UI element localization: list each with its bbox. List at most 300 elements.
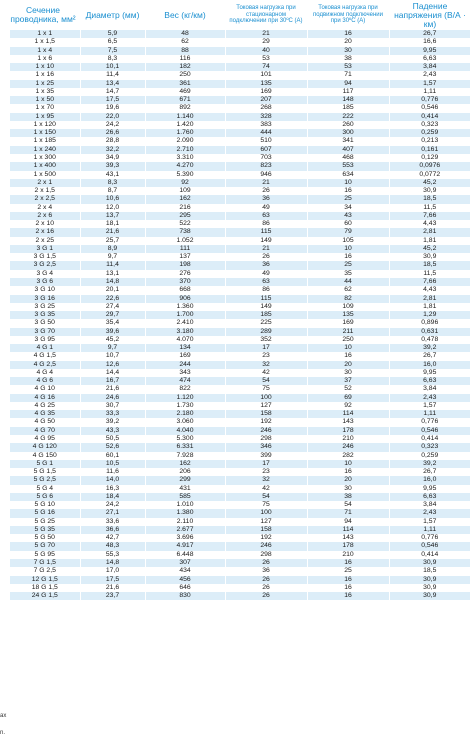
cell-weight: 182	[145, 63, 225, 71]
cell-voltage-drop: 2,81	[389, 228, 470, 236]
cell-voltage-drop: 0,213	[389, 137, 470, 145]
cell-cross-section: 1 x 500	[10, 171, 80, 179]
table-row	[10, 237, 470, 245]
cell-diameter: 13,1	[80, 270, 145, 278]
cell-voltage-drop: 1,81	[389, 303, 470, 311]
cell-mobile-current: 52	[307, 385, 389, 393]
cell-voltage-drop: 16,0	[389, 476, 470, 484]
cell-weight: 250	[145, 71, 225, 79]
cell-weight: 361	[145, 80, 225, 88]
cell-voltage-drop: 0,776	[389, 418, 470, 426]
cell-voltage-drop: 9,95	[389, 47, 470, 55]
cell-diameter: 55,3	[80, 551, 145, 559]
cell-cross-section: 4 G 70	[10, 427, 80, 435]
cell-voltage-drop: 1,11	[389, 410, 470, 418]
cell-mobile-current: 94	[307, 518, 389, 526]
cell-cross-section: 3 G 4	[10, 270, 80, 278]
cell-diameter: 43,3	[80, 427, 145, 435]
cell-diameter: 10,6	[80, 195, 145, 203]
cell-voltage-drop: 0,896	[389, 319, 470, 327]
cell-diameter: 27,4	[80, 303, 145, 311]
cell-stationary-current: 703	[225, 154, 307, 162]
cell-diameter: 9,7	[80, 344, 145, 352]
table-row	[10, 369, 470, 377]
cell-weight: 3.310	[145, 154, 225, 162]
table-row	[10, 96, 470, 104]
table-row	[10, 121, 470, 129]
table-row	[10, 154, 470, 162]
cell-mobile-current: 282	[307, 452, 389, 460]
cell-voltage-drop: 0,129	[389, 154, 470, 162]
cell-weight: 4.040	[145, 427, 225, 435]
cell-stationary-current: 328	[225, 113, 307, 121]
cell-stationary-current: 29	[225, 38, 307, 46]
cell-cross-section: 4 G 16	[10, 394, 80, 402]
cell-cross-section: 7 G 2,5	[10, 567, 80, 575]
table-row	[10, 344, 470, 352]
cell-voltage-drop: 26,7	[389, 30, 470, 38]
table-row	[10, 410, 470, 418]
table-row	[10, 179, 470, 187]
table-row	[10, 394, 470, 402]
cell-stationary-current: 346	[225, 443, 307, 451]
cell-cross-section: 4 G 95	[10, 435, 80, 443]
header-cross-section: Сечение проводника, мм²	[10, 5, 76, 24]
cell-stationary-current: 86	[225, 286, 307, 294]
cell-cross-section: 2 x 2,5	[10, 195, 80, 203]
cell-weight: 2.090	[145, 137, 225, 145]
table-row	[10, 377, 470, 385]
cell-cross-section: 1 x 10	[10, 63, 80, 71]
cell-diameter: 8,3	[80, 179, 145, 187]
cell-weight: 3.180	[145, 328, 225, 336]
cell-cross-section: 1 x 50	[10, 96, 80, 104]
table-row	[10, 576, 470, 584]
cell-diameter: 26,6	[80, 129, 145, 137]
cell-weight: 431	[145, 485, 225, 493]
cell-diameter: 39,2	[80, 418, 145, 426]
cell-mobile-current: 468	[307, 154, 389, 162]
cell-diameter: 16,3	[80, 485, 145, 493]
table-row	[10, 286, 470, 294]
table-row	[10, 485, 470, 493]
cell-mobile-current: 10	[307, 344, 389, 352]
cell-weight: 4.070	[145, 336, 225, 344]
table-row	[10, 38, 470, 46]
cell-stationary-current: 192	[225, 534, 307, 542]
cell-stationary-current: 101	[225, 71, 307, 79]
cell-cross-section: 3 G 1	[10, 245, 80, 253]
cell-cross-section: 18 G 1,5	[10, 584, 80, 592]
table-row	[10, 509, 470, 517]
table-row	[10, 592, 470, 600]
cell-diameter: 5,9	[80, 30, 145, 38]
cell-mobile-current: 43	[307, 212, 389, 220]
cell-mobile-current: 148	[307, 96, 389, 104]
cell-voltage-drop: 1,81	[389, 237, 470, 245]
cell-cross-section: 1 x 1,5	[10, 38, 80, 46]
cell-weight: 4.270	[145, 162, 225, 170]
table-row	[10, 319, 470, 327]
cell-weight: 906	[145, 295, 225, 303]
table-row	[10, 559, 470, 567]
cell-cross-section: 2 x 1,5	[10, 187, 80, 195]
cell-mobile-current: 10	[307, 245, 389, 253]
cell-stationary-current: 158	[225, 526, 307, 534]
cell-weight: 162	[145, 460, 225, 468]
cell-mobile-current: 105	[307, 237, 389, 245]
cell-stationary-current: 36	[225, 195, 307, 203]
cell-cross-section: 3 G 6	[10, 278, 80, 286]
cell-weight: 522	[145, 220, 225, 228]
cell-mobile-current: 10	[307, 179, 389, 187]
cell-stationary-current: 823	[225, 162, 307, 170]
cell-cross-section: 1 x 120	[10, 121, 80, 129]
table-row	[10, 137, 470, 145]
cell-diameter: 21,6	[80, 228, 145, 236]
cell-cross-section: 5 G 50	[10, 534, 80, 542]
cell-cross-section: 3 G 10	[10, 286, 80, 294]
cell-mobile-current: 30	[307, 47, 389, 55]
table-row	[10, 418, 470, 426]
cell-voltage-drop: 0,776	[389, 96, 470, 104]
cell-stationary-current: 49	[225, 270, 307, 278]
cell-cross-section: 5 G 1	[10, 460, 80, 468]
cell-weight: 162	[145, 195, 225, 203]
cell-weight: 830	[145, 592, 225, 600]
table-row	[10, 303, 470, 311]
cell-mobile-current: 38	[307, 55, 389, 63]
cell-diameter: 23,7	[80, 592, 145, 600]
cell-stationary-current: 399	[225, 452, 307, 460]
table-row	[10, 526, 470, 534]
cell-voltage-drop: 4,43	[389, 286, 470, 294]
cell-cross-section: 3 G 1,5	[10, 253, 80, 261]
cell-mobile-current: 20	[307, 476, 389, 484]
table-row	[10, 567, 470, 575]
cell-diameter: 18,4	[80, 493, 145, 501]
table-row	[10, 80, 470, 88]
cell-stationary-current: 115	[225, 295, 307, 303]
cell-cross-section: 1 x 6	[10, 55, 80, 63]
cell-stationary-current: 36	[225, 261, 307, 269]
cell-diameter: 14,8	[80, 559, 145, 567]
cell-diameter: 8,7	[80, 187, 145, 195]
cell-diameter: 32,2	[80, 146, 145, 154]
cell-mobile-current: 16	[307, 187, 389, 195]
cell-mobile-current: 20	[307, 38, 389, 46]
cell-weight: 4.917	[145, 542, 225, 550]
cell-stationary-current: 246	[225, 542, 307, 550]
cell-weight: 169	[145, 352, 225, 360]
table-row	[10, 129, 470, 137]
cell-stationary-current: 127	[225, 518, 307, 526]
cell-voltage-drop: 2,81	[389, 295, 470, 303]
cell-voltage-drop: 18,5	[389, 567, 470, 575]
cell-voltage-drop: 18,5	[389, 195, 470, 203]
cell-weight: 5.390	[145, 171, 225, 179]
cell-voltage-drop: 7,66	[389, 278, 470, 286]
cell-diameter: 11,4	[80, 71, 145, 79]
cell-cross-section: 3 G 16	[10, 295, 80, 303]
table-row	[10, 542, 470, 550]
table-row	[10, 352, 470, 360]
cell-cross-section: 1 x 300	[10, 154, 80, 162]
cell-stationary-current: 17	[225, 344, 307, 352]
cell-voltage-drop: 0,323	[389, 121, 470, 129]
cell-weight: 307	[145, 559, 225, 567]
cell-diameter: 11,6	[80, 468, 145, 476]
cell-cross-section: 1 x 70	[10, 104, 80, 112]
cell-stationary-current: 74	[225, 63, 307, 71]
cell-diameter: 22,6	[80, 295, 145, 303]
cell-mobile-current: 341	[307, 137, 389, 145]
cell-diameter: 14,0	[80, 476, 145, 484]
cell-stationary-current: 26	[225, 576, 307, 584]
cell-mobile-current: 178	[307, 427, 389, 435]
cell-stationary-current: 100	[225, 394, 307, 402]
cell-weight: 206	[145, 468, 225, 476]
cell-cross-section: 5 G 95	[10, 551, 80, 559]
table-row	[10, 47, 470, 55]
cell-weight: 198	[145, 261, 225, 269]
cell-mobile-current: 94	[307, 80, 389, 88]
cell-diameter: 14,4	[80, 369, 145, 377]
cell-cross-section: 1 x 25	[10, 80, 80, 88]
cell-stationary-current: 17	[225, 460, 307, 468]
cell-weight: 5.300	[145, 435, 225, 443]
cell-weight: 671	[145, 96, 225, 104]
cell-stationary-current: 42	[225, 369, 307, 377]
cell-voltage-drop: 26,7	[389, 468, 470, 476]
table-body	[10, 30, 470, 600]
cell-diameter: 21,6	[80, 385, 145, 393]
cell-voltage-drop: 18,5	[389, 261, 470, 269]
cell-stationary-current: 54	[225, 377, 307, 385]
cell-cross-section: 1 x 400	[10, 162, 80, 170]
cell-diameter: 28,8	[80, 137, 145, 145]
table-row	[10, 30, 470, 38]
cell-cross-section: 1 x 95	[10, 113, 80, 121]
cell-voltage-drop: 45,2	[389, 245, 470, 253]
stub-mark: n.	[0, 730, 6, 736]
cell-weight: 2.410	[145, 319, 225, 327]
cell-weight: 111	[145, 245, 225, 253]
cell-stationary-current: 21	[225, 179, 307, 187]
cell-stationary-current: 207	[225, 96, 307, 104]
table-row	[10, 245, 470, 253]
cell-weight: 295	[145, 212, 225, 220]
header-voltage-drop: Падение напряжения (В/А · км)	[394, 0, 466, 29]
cell-voltage-drop: 0,259	[389, 452, 470, 460]
cell-mobile-current: 92	[307, 402, 389, 410]
cell-cross-section: 1 x 185	[10, 137, 80, 145]
cell-mobile-current: 71	[307, 71, 389, 79]
cell-stationary-current: 26	[225, 253, 307, 261]
cell-voltage-drop: 9,95	[389, 369, 470, 377]
cell-diameter: 36,6	[80, 526, 145, 534]
cell-weight: 216	[145, 204, 225, 212]
cell-mobile-current: 16	[307, 30, 389, 38]
cell-voltage-drop: 0,546	[389, 104, 470, 112]
cell-weight: 6.448	[145, 551, 225, 559]
cell-voltage-drop: 0,546	[389, 542, 470, 550]
cell-stationary-current: 75	[225, 501, 307, 509]
cell-cross-section: 4 G 6	[10, 377, 80, 385]
cell-cross-section: 3 G 70	[10, 328, 80, 336]
cell-diameter: 10,7	[80, 352, 145, 360]
cell-weight: 62	[145, 38, 225, 46]
cell-cross-section: 4 G 1	[10, 344, 80, 352]
cell-stationary-current: 946	[225, 171, 307, 179]
table-row	[10, 551, 470, 559]
cell-cross-section: 4 G 4	[10, 369, 80, 377]
cell-weight: 2.110	[145, 518, 225, 526]
cell-cross-section: 7 G 1,5	[10, 559, 80, 567]
cell-voltage-drop: 16,0	[389, 361, 470, 369]
cell-cross-section: 4 G 2,5	[10, 361, 80, 369]
cell-voltage-drop: 4,43	[389, 220, 470, 228]
table-row	[10, 385, 470, 393]
cell-weight: 109	[145, 187, 225, 195]
cell-weight: 370	[145, 278, 225, 286]
cell-cross-section: 2 x 6	[10, 212, 80, 220]
cell-weight: 1.760	[145, 129, 225, 137]
cell-mobile-current: 250	[307, 336, 389, 344]
cell-diameter: 24,2	[80, 121, 145, 129]
cell-voltage-drop: 2,43	[389, 509, 470, 517]
cell-cross-section: 1 x 240	[10, 146, 80, 154]
header-mobile-current: Токовая нагрузка при подвижном подключении при 30ºC (А)	[313, 4, 383, 25]
table-row	[10, 204, 470, 212]
cell-mobile-current: 16	[307, 559, 389, 567]
cell-mobile-current: 16	[307, 592, 389, 600]
cell-weight: 2.710	[145, 146, 225, 154]
table-row	[10, 278, 470, 286]
cell-stationary-current: 63	[225, 278, 307, 286]
cell-diameter: 33,3	[80, 410, 145, 418]
cell-cross-section: 1 x 35	[10, 88, 80, 96]
cell-diameter: 42,7	[80, 534, 145, 542]
cell-mobile-current: 16	[307, 584, 389, 592]
cell-diameter: 16,7	[80, 377, 145, 385]
cell-mobile-current: 20	[307, 361, 389, 369]
cell-voltage-drop: 30,9	[389, 559, 470, 567]
cell-stationary-current: 607	[225, 146, 307, 154]
cell-diameter: 25,7	[80, 237, 145, 245]
cell-cross-section: 5 G 4	[10, 485, 80, 493]
cell-stationary-current: 192	[225, 418, 307, 426]
cell-stationary-current: 40	[225, 47, 307, 55]
cell-diameter: 24,2	[80, 501, 145, 509]
cell-cross-section: 4 G 1,5	[10, 352, 80, 360]
table-row	[10, 493, 470, 501]
cell-cross-section: 4 G 10	[10, 385, 80, 393]
cell-weight: 1.120	[145, 394, 225, 402]
cell-weight: 2.677	[145, 526, 225, 534]
cell-weight: 244	[145, 361, 225, 369]
table-row	[10, 427, 470, 435]
cell-cross-section: 4 G 35	[10, 410, 80, 418]
cell-weight: 137	[145, 253, 225, 261]
cell-voltage-drop: 16,6	[389, 38, 470, 46]
cell-diameter: 35,4	[80, 319, 145, 327]
cell-cross-section: 2 x 1	[10, 179, 80, 187]
cell-cross-section: 2 x 25	[10, 237, 80, 245]
table-row	[10, 104, 470, 112]
cell-stationary-current: 42	[225, 485, 307, 493]
cell-diameter: 8,3	[80, 55, 145, 63]
table-row	[10, 253, 470, 261]
cell-mobile-current: 37	[307, 377, 389, 385]
cell-mobile-current: 71	[307, 509, 389, 517]
cell-mobile-current: 114	[307, 526, 389, 534]
cell-mobile-current: 34	[307, 204, 389, 212]
cell-mobile-current: 407	[307, 146, 389, 154]
table-row	[10, 476, 470, 484]
cell-mobile-current: 60	[307, 220, 389, 228]
table-row	[10, 195, 470, 203]
cell-voltage-drop: 0,0772	[389, 171, 470, 179]
cell-mobile-current: 210	[307, 435, 389, 443]
cell-stationary-current: 225	[225, 319, 307, 327]
cell-diameter: 14,7	[80, 88, 145, 96]
cell-mobile-current: 35	[307, 270, 389, 278]
cell-mobile-current: 69	[307, 394, 389, 402]
cell-weight: 343	[145, 369, 225, 377]
cell-voltage-drop: 1,29	[389, 311, 470, 319]
cell-mobile-current: 25	[307, 567, 389, 575]
cell-weight: 469	[145, 88, 225, 96]
cell-stationary-current: 32	[225, 361, 307, 369]
cell-stationary-current: 86	[225, 220, 307, 228]
cell-cross-section: 3 G 95	[10, 336, 80, 344]
cell-voltage-drop: 2,43	[389, 71, 470, 79]
cell-voltage-drop: 6,63	[389, 55, 470, 63]
cell-mobile-current: 185	[307, 104, 389, 112]
cell-diameter: 24,6	[80, 394, 145, 402]
cell-voltage-drop: 39,2	[389, 460, 470, 468]
cell-stationary-current: 26	[225, 187, 307, 195]
table-row	[10, 534, 470, 542]
cell-stationary-current: 169	[225, 88, 307, 96]
cell-mobile-current: 10	[307, 460, 389, 468]
cell-voltage-drop: 0,0976	[389, 162, 470, 170]
cell-voltage-drop: 3,84	[389, 501, 470, 509]
cell-mobile-current: 135	[307, 311, 389, 319]
cell-stationary-current: 54	[225, 493, 307, 501]
cell-cross-section: 4 G 25	[10, 402, 80, 410]
cell-diameter: 6,5	[80, 38, 145, 46]
table-row	[10, 228, 470, 236]
cell-diameter: 22,0	[80, 113, 145, 121]
cell-diameter: 27,1	[80, 509, 145, 517]
cell-mobile-current: 210	[307, 551, 389, 559]
cell-diameter: 45,2	[80, 336, 145, 344]
cell-weight: 646	[145, 584, 225, 592]
cell-diameter: 13,4	[80, 80, 145, 88]
cell-stationary-current: 185	[225, 311, 307, 319]
cell-mobile-current: 25	[307, 195, 389, 203]
cell-weight: 2.180	[145, 410, 225, 418]
cell-voltage-drop: 45,2	[389, 179, 470, 187]
cell-voltage-drop: 0,546	[389, 427, 470, 435]
cell-voltage-drop: 30,9	[389, 592, 470, 600]
cell-weight: 1.380	[145, 509, 225, 517]
cell-diameter: 60,1	[80, 452, 145, 460]
table-row	[10, 146, 470, 154]
cell-mobile-current: 178	[307, 542, 389, 550]
